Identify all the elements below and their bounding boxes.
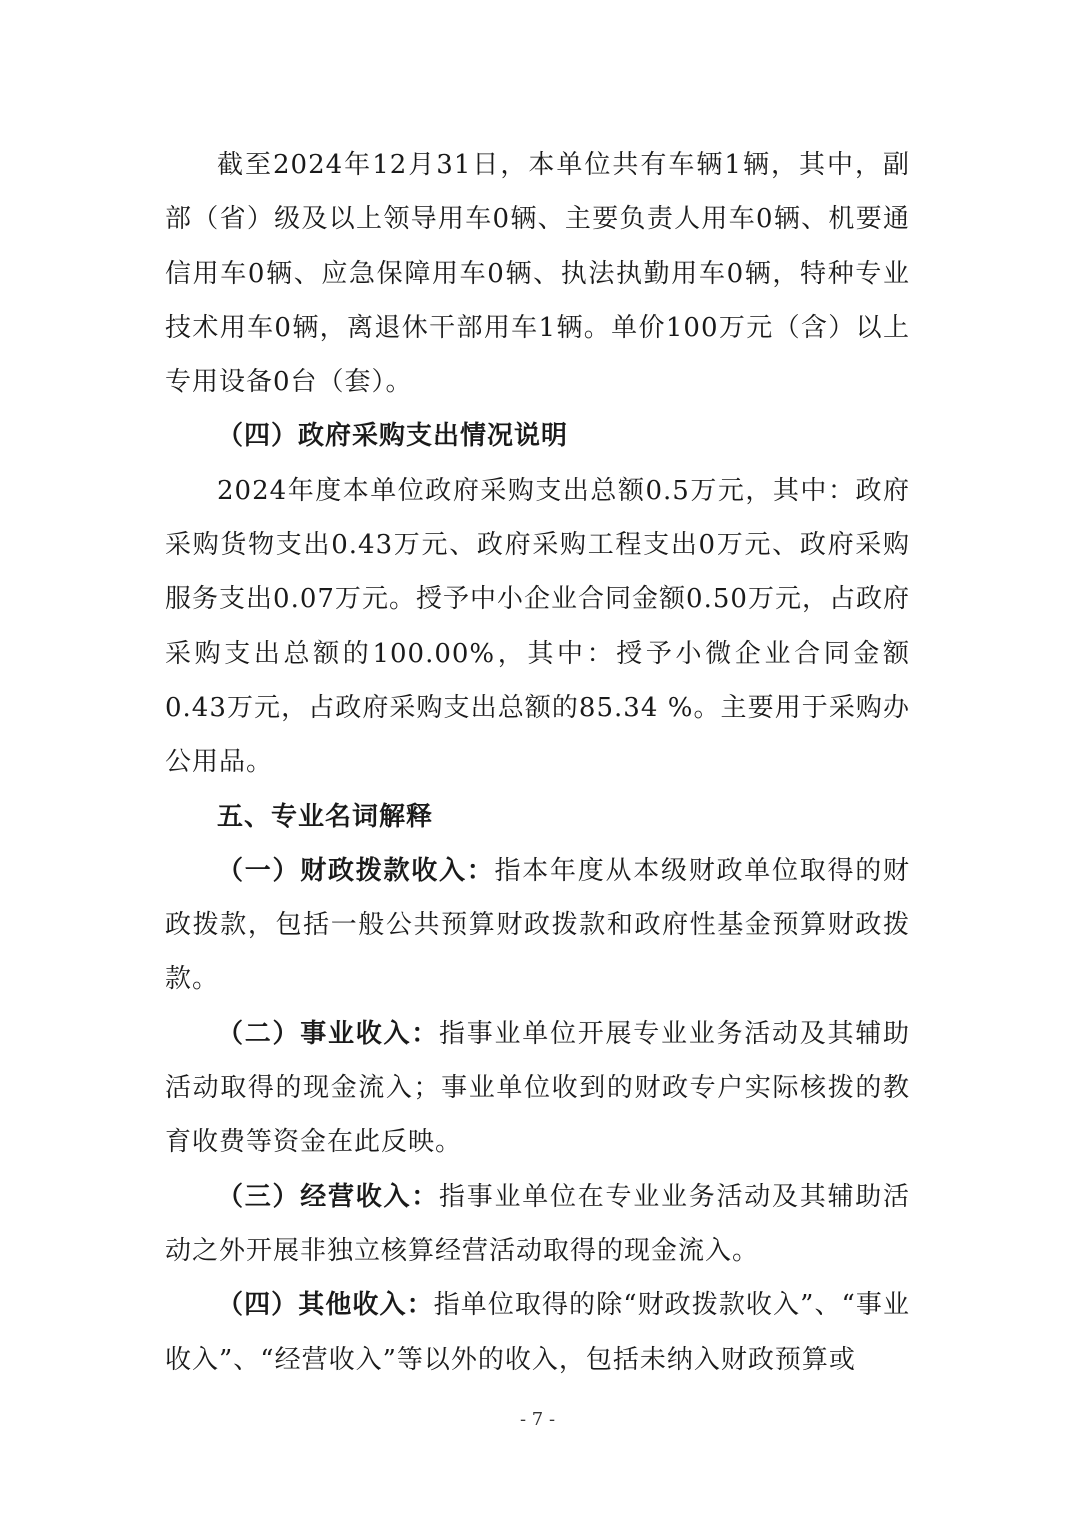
term-label: （四）其他收入： (217, 1290, 434, 1321)
vehicles-paragraph: 截至2024年12月31日，本单位共有车辆1辆，其中，副部（省）级及以上领导用车0辆、主要负责人用车0辆、机要通信用车0辆、应急保障用车0辆、执法执勤用车0辆，特种专业技术用车0辆，离退休干部用车1辆。单价100万元（含）以上专用设备0台（套）。 (165, 150, 910, 398)
term-paragraph-1 (165, 844, 910, 1007)
term-label: （二）事业收入： (217, 1018, 439, 1049)
procurement-heading: （四）政府采购支出情况说明 (217, 421, 569, 452)
body-text (165, 138, 910, 1387)
term-paragraph-4 (165, 1278, 910, 1387)
page-number: - 7 - (519, 1409, 556, 1430)
term-definition: 指事业单位在专业业务活动及其辅助活动之外开展非独立核算经营活动取得的现金流入。 (165, 1181, 910, 1266)
section-heading: 五、专业名词解释 (217, 801, 434, 832)
term-paragraph-3 (165, 1170, 910, 1279)
term-definition: 指事业单位开展专业业务活动及其辅助活动取得的现金流入；事业单位收到的财政专户实际核拨的教育收费等资金在此反映。 (165, 1018, 910, 1158)
term-label: （三）经营收入： (217, 1181, 439, 1212)
term-definition: 指单位取得的除“财政拨款收入”、“事业收入”、“经营收入”等以外的收入，包括未纳入财政预算或 (165, 1290, 910, 1375)
term-paragraph-2 (165, 1007, 910, 1170)
term-label: （一）财政拨款收入： (217, 855, 495, 886)
procurement-paragraph: 2024年度本单位政府采购支出总额0.5万元，其中：政府采购货物支出0.43万元、政府采购工程支出0万元、政府采购服务支出0.07万元。授予中小企业合同金额0.50万元，占政府采购支出总额的100.00%，其中：授予小微企业合同金额0.43万元，占政府采购支出总额的85.34 %。主要用于采购办公用品。 (165, 475, 910, 778)
term-definition: 指本年度从本级财政单位取得的财政拨款，包括一般公共预算财政拨款和政府性基金预算财政拨款。 (165, 855, 910, 995)
